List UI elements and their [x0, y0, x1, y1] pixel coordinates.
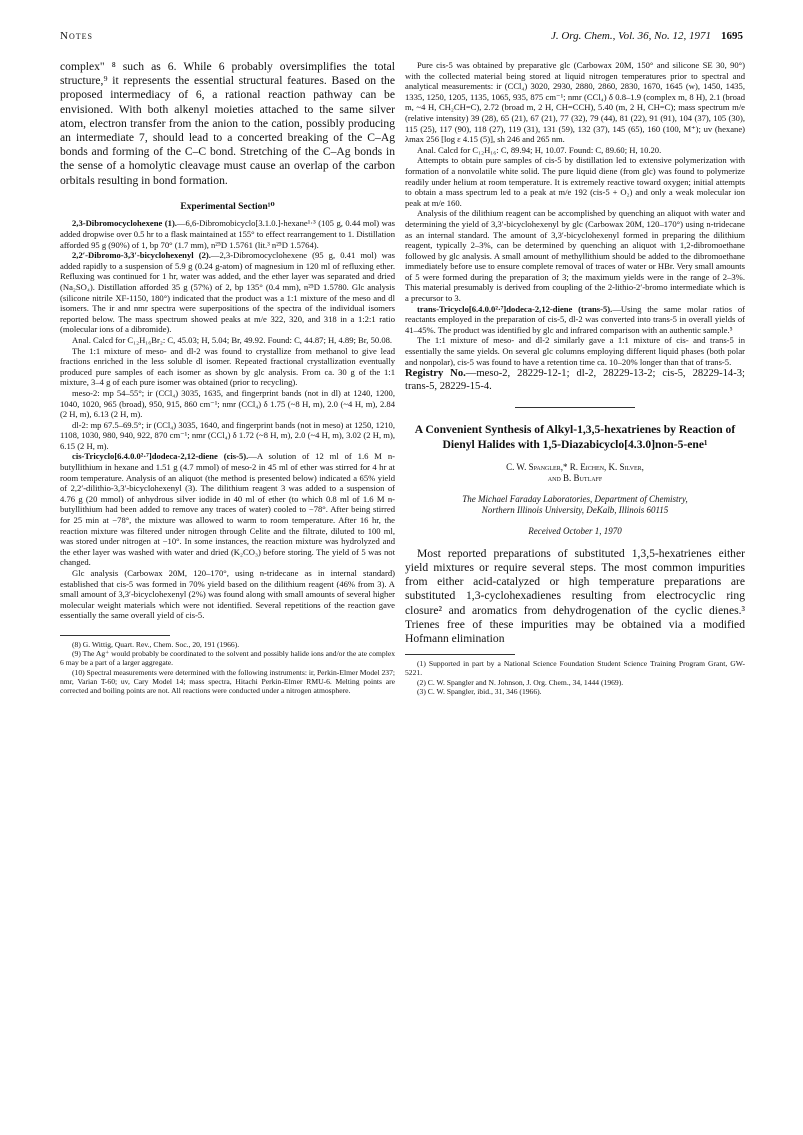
footnote: (8) G. Wittig, Quart. Rev., Chem. Soc., 20, 191 (1966).	[72, 639, 240, 649]
footnotes-left	[60, 640, 395, 695]
paragraph: Analysis of the dilithium reagent can be accomplished by quenching an aliquot with water and determining the yield of 3,3′-bicyclohexenyl by glc (Carbowax 20M, 120–170°) using n-tridecane as an internal standard. The amount of 3,3′-bicyclohexenyl formed in preparing the dilithium reagent, typically 2–3%, can be determined by quenching an aliquot with 1,2-dibromoethane followed by glc analysis. A small amount of methyllithium should be added to the dibromoethane immediately before use to ensure complete removal of traces of water or HBr. Very small amounts of 5 were formed during the preparation of 3; the maximum yields were in the range of 2–3%. This material presumably is derived from coupling of the 2-lithio-2′-bromo intermediate which is a precursor to 3.	[405, 208, 745, 304]
compound-heading: trans-Tricyclo[6.4.0.0²·⁷]dodeca-2,12-diene (trans-5).	[417, 303, 613, 314]
compound-heading: cis-Tricyclo[6.4.0.0²·⁷]dodeca-2,12-diene (cis-5).	[72, 451, 249, 462]
compound-heading: 2,3-Dibromocyclohexene (1).	[72, 218, 177, 229]
paragraph: The 1:1 mixture of meso- and dl-2 similarly gave a 1:1 mixture of cis- and trans-5 in essentially the same yields. On several glc columns employing different liquid phases (both polar and nonpolar), cis-5 was found to have a retention time ca. 10–20% longer than that of trans-5.	[405, 335, 745, 367]
paragraph-dl: dl-2: mp 67.5–69.5°; ir (CCl₄) 3035, 1640, and fingerprint bands (not in meso) at 1250, 1210, 1108, 1030, 980, 940, 922, 870 cm⁻¹; nmr (CCl₄) δ 1.72 (~8 H, m), 2.0 (~4 H, m), 3.02 (2 H, m), 6.15 (2 H, m).	[60, 419, 395, 451]
paragraph-meso: meso-2: mp 54–55°; ir (CCl₄) 3035, 1635, and fingerprint bands (not in dl) at 1240, 1200, 1040, 1020, 965 (broad), 950, 915, 860 cm⁻¹; nmr (CCl₄) δ 1.75 (~8 H, m), 2.0 (~4 H, m), 2.84 (2 H, m), 6.13 (2 H, m).	[60, 387, 395, 420]
paragraph-cis-5: cis-Tricyclo[6.4.0.0²·⁷]dodeca-2,12-diene (cis-5).—A solution of 12 ml of 1.6 M n-butyllithium in hexane and 1.51 g (4.7 mmol) of meso-2 in 45 ml of ether was stirred for 4 hr at room temperature. Analysis of an aliquot (the method is presented below) indicated a 65% yield of 2,2′-dilithio-3,3′-bicyclohexenyl (3). The dilithium reagent 3 was added to a suspension of 4.76 g (20 mmol) of anhydrous silver iodide in 40 ml of ether (to which 0.8 ml of 1.6 M n-butyllithium had been added to remove any traces of water) cooled to −78°. After being stirred for 25 min at −78°, the mixture was allowed to warm to room temperature. After 16 hr, the reaction mixture was filtered under nitrogen through Celite and the filtrate, diluted to 100 ml, was stored under nitrogen at −10°. In some instances, the reaction mixture was hydrolyzed and the ether layer was washed with water and dried (K₂CO₃) before storing. The yield of 5 was not changed.	[60, 451, 395, 568]
section-label: Notes	[60, 30, 93, 42]
registry-label: Registry No.	[405, 368, 466, 380]
paragraph-trans-5: trans-Tricyclo[6.4.0.0²·⁷]dodeca-2,12-diene (trans-5).—Using the same molar ratios of reactants employed in the preparation of cis-5, dl-2 was converted into trans-5 in overall yields of 41–45%. The product was identified by glc and infrared comparison with an authentic sample.⁵	[405, 303, 745, 335]
paragraph: Pure cis-5 was obtained by preparative glc (Carbowax 20M, 150° and silicone SE 30, 90°) with the collected material being stored at liquid nitrogen temperatures prior to spectral and analytical measurements: ir (CCl₄) 3020, 2930, 2880, 2860, 2830, 1670, 1645 (w), 1450, 1435, 1335, 1250, 1205, 1135, 1065, 935, 875 cm⁻¹; nmr (CCl₄) δ 0.8–1.9 (complex m, 8 H), 2.1 (broad m, ~4 H, CH₂CH=C), 2.72 (broad m, 2 H, CH=CCH), 5.40 (m, 2 H, CH=C); mass spectrum m/e (relative intensity) 39 (28), 65 (21), 67 (21), 77 (32), 79 (44), 81 (22), 91 (91), 104 (37), 105 (30), 115 (25), 117 (90), 118 (27), 119 (31), 131 (59), 132 (37), 145 (65), 160 (100, M⁺); uv (hexane) λmax 256 [log ε 4.15 (5)], sh 246 and 265 nm.	[405, 60, 745, 145]
registry-numbers: Registry No.—meso-2, 28229-12-1; dl-2, 28229-13-2; cis-5, 28229-14-3; trans-5, 28229-15-4.	[405, 368, 745, 393]
paragraph: The 1:1 mixture of meso- and dl-2 was found to crystallize from methanol to give lead fractions enriched in the less soluble dl isomer. Repeated fractional crystallization eventually produced pure samples of each isomer as shown by glc analysis. From ca. 30 g of the 1:1 mixture, 3–4 g of each pure isomer was obtained (prior to recycling).	[60, 345, 395, 388]
page-number: 1695	[721, 30, 743, 42]
paragraph: Attempts to obtain pure samples of cis-5 by distillation led to extensive polymerization with formation of a nonvolatile white solid. The pure liquid diene (from glc) was found to polymerize readily under helium at room temperature. It is extremely reactive toward oxygen; initial attempts to obtain a mass spectrum led to a peak at m/e 192 (cis-5 + O₂) and only a weak molecular ion peak at m/e 160.	[405, 155, 745, 208]
footnote: (1) Supported in part by a National Science Foundation Student Science Training Program Grant, GW-5221.	[405, 659, 745, 678]
affiliation: The Michael Faraday Laboratories, Department of Chemistry, Northern Illinois University, DeKalb, Illinois 60115	[462, 494, 688, 516]
paragraph-compound-1: 2,3-Dibromocyclohexene (1).—6,6-Dibromobicyclo[3.1.0.]-hexane¹·³ (105 g, 0.44 mol) was added dropwise over 0.5 hr to a flask maintained at 155° to effect rearrangement to 1. Distillation afforded 95 g (90%) of 1, bp 70° (1.7 mm), n²⁵D 1.5761 (lit.³ n²⁵D 1.5764).	[60, 218, 395, 250]
paragraph-compound-2: 2,2′-Dibromo-3,3′-bicyclohexenyl (2).—2,3-Dibromocyclohexene (95 g, 0.41 mol) was added rapidly to a suspension of 5.9 g (0.24 g-atom) of magnesium in 120 ml of refluxing ether. Refluxing was continued for 1 hr, water was added, and the ether layer was separated and dried (Na₂SO₄). Distillation afforded 35 g (57%) of 2, bp 135° (0.4 mm), n²⁵D 1.5780. Glc analysis (silicone nitrile XF-1150, 180°) indicated that the product was a 1:1 mixture of the meso and dl isomers. The ir and nmr spectra were superpositions of the spectra of the individual isomers reported below. The mass spectrum showed peaks at m/e 322, 320, and 318 in a 1:2:1 ratio (molecular ions of a dibromide).	[60, 250, 396, 335]
received-date: Received October 1, 1970	[528, 526, 622, 537]
footnote: (9) The Ag⁺ would probably be coordinated to the solvent and possibly halide ions and/or the ate complex 6 may be a part of a larger aggregate.	[60, 649, 395, 668]
article-title: A Convenient Synthesis of Alkyl-1,3,5-hexatrienes by Reaction of Dienyl Halides with 1,5-Diazabicyclo[4.3.0]non-5-ene¹	[414, 423, 736, 452]
running-header	[60, 30, 743, 50]
journal-citation	[551, 30, 743, 42]
paragraph-analysis: Anal. Calcd for C₁₂H₁₆: C, 89.94; H, 10.07. Found: C, 89.60; H, 10.20.	[417, 144, 662, 155]
paragraph: Glc analysis (Carbowax 20M, 120–170°, using n-tridecane as in internal standard) established that cis-5 was formed in 70% yield based on the dilithium reagent (46% from 3). A small amount of 3,3′-bicyclohexenyl (2%) was found along with small amounts of several higher molecular weight materials which were not identified. Several repetitions of the reaction gave essentially the same overall yield of cis-5.	[60, 568, 395, 621]
paragraph-analysis: Anal. Calcd for C₁₂H₁₆Br₂: C, 45.03; H, 5.04; Br, 49.92. Found: C, 44.87; H, 4.89; Br, 50.08.	[72, 334, 393, 345]
left-column	[60, 60, 395, 695]
lead-paragraph: complex" ⁸ such as 6. While 6 probably oversimplifies the total structure,⁹ it represents the essential structural features. Based on the proposed intermediacy of 6, a rational reaction pathway can be envisioned. With both alkenyl moieties attached to the same silver atom, electron transfer from the anion to the cation, possibly producing an intermediate 7, should lead to a concerted breaking of the C–Ag bonds and forming of the C–C bond. Stretching of the C–Ag bonds in the sense of a homolytic cleavage must cause an overlap of the carbon orbitals resulting in bond formation.	[60, 60, 395, 187]
footnotes-right	[405, 659, 745, 696]
footnote: (10) Spectral measurements were determined with the following instruments: ir, Perkin-Elmer Model 237; nmr, Varian T-60; uv, Cary Model 14; mass spectra, Hitachi Perkin-Elmer RMU-6. Melting points are corrected and boiling points are not. All reactions were conducted under a nitrogen atmosphere.	[60, 667, 395, 695]
section-heading: Experimental Section¹⁰	[180, 201, 275, 212]
compound-heading: 2,2′-Dibromo-3,3′-bicyclohexenyl (2).	[72, 250, 211, 261]
article-body: Most reported preparations of substituted 1,3,5-hexatrienes either yield mixtures or require several steps. The most common impurities from either acid-catalyzed or high temperature preparations are substituted 1,3-cyclohexadienes resulting from electrocyclic ring closure² and aromatics from dehydrogenation of the cyclic dienes.³ Trienes free of these impurities may be obtained via a modified Hofmann elimination	[405, 546, 745, 646]
footnote: (2) C. W. Spangler and N. Johnson, J. Org. Chem., 34, 1444 (1969).	[417, 677, 624, 687]
footnote: (3) C. W. Spangler, ibid., 31, 346 (1966).	[417, 686, 542, 696]
journal-name: J. Org. Chem., Vol. 36, No. 12, 1971	[550, 30, 711, 42]
authors: C. W. Spangler,* R. Eichen, K. Silver, and B. Butlaff	[506, 462, 644, 484]
article-divider	[515, 407, 635, 408]
right-column	[405, 60, 745, 696]
